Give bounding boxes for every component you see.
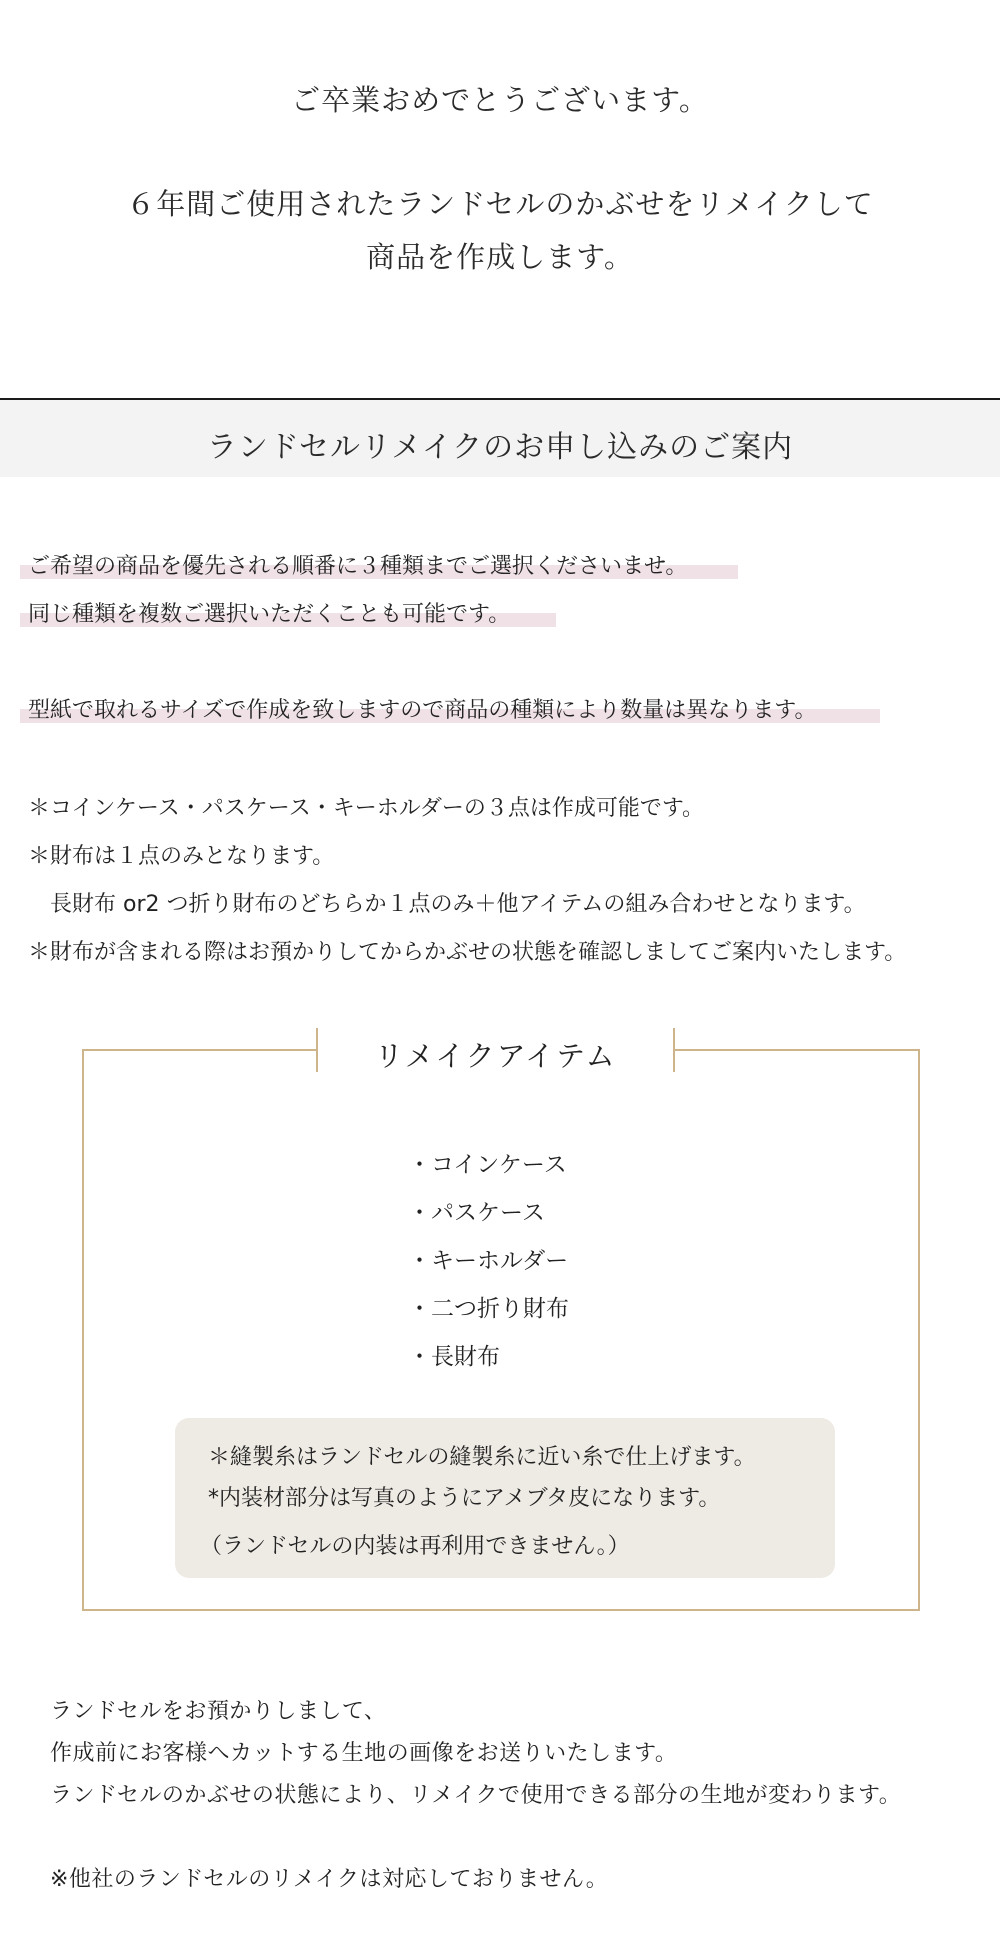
remake-item: ・長財布 xyxy=(408,1344,500,1370)
remake-item: ・キーホルダー xyxy=(408,1248,569,1274)
notice-line: （ランドセルの内装は再利用できません。） xyxy=(200,1534,630,1559)
highlight-text: 型紙で取れるサイズで作成を致しますので商品の種類により数量は異なります。 xyxy=(28,698,817,723)
highlight-text: 同じ種類を複数ご選択いただくことも可能です。 xyxy=(28,602,511,627)
frame-title-divider xyxy=(673,1028,675,1072)
frame-top-border xyxy=(82,1049,318,1051)
footer-disclaimer: ※他社のランドセルのリメイクは対応しておりません。 xyxy=(50,1867,609,1892)
section-title: ランドセルリメイクのお申し込みのご案内 xyxy=(206,430,794,465)
highlight-text: ご希望の商品を優先される順番に３種類までご選択くださいませ。 xyxy=(28,554,688,579)
note-line: ＊コインケース・パスケース・キーホルダーの３点は作成可能です。 xyxy=(28,796,705,821)
remake-item: ・パスケース xyxy=(408,1200,545,1226)
notice-line: ＊縫製糸はランドセルの縫製糸に近い糸で仕上げます。 xyxy=(208,1445,756,1470)
remake-items-title: リメイクアイテム xyxy=(374,1039,617,1073)
note-line: ＊財布は１点のみとなります。 xyxy=(28,844,335,869)
remake-item: ・コインケース xyxy=(408,1152,567,1178)
note-line: ＊財布が含まれる際はお預かりしてからかぶせの状態を確認しましてご案内いたします。 xyxy=(28,940,907,965)
footer-text-line: 作成前にお客様へカットする生地の画像をお送りいたします。 xyxy=(50,1741,678,1766)
intro-text-line: 商品を作成します。 xyxy=(366,240,634,274)
note-line: 長財布 or2 つ折り財布のどちらか１点のみ＋他アイテムの組み合わせとなります。 xyxy=(28,892,866,917)
footer-text-line: ランドセルのかぶせの状態により、リメイクで使用できる部分の生地が変わります。 xyxy=(50,1783,902,1808)
remake-item: ・二つ折り財布 xyxy=(408,1296,569,1322)
greeting-heading: ご卒業おめでとうございます。 xyxy=(291,83,709,117)
intro-text-line: ６年間ご使用されたランドセルのかぶせをリメイクして xyxy=(126,187,874,221)
footer-text-line: ランドセルをお預かりしまして、 xyxy=(50,1699,387,1724)
frame-top-border xyxy=(675,1049,918,1051)
notice-line: *内装材部分は写真のようにアメブタ皮になります。 xyxy=(208,1486,721,1511)
